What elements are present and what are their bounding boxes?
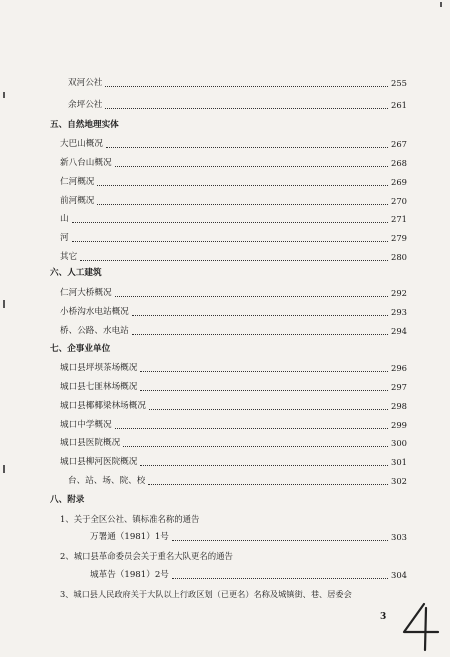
toc-entry: 城口县医院概况 300 <box>60 438 407 448</box>
appendix-item-3: 3、城口县人民政府关于大队以上行政区划（已更名）名称及城镇街、巷、居委会 <box>60 589 352 599</box>
handwritten-number <box>398 600 442 652</box>
section-heading: 七、企事业单位 <box>50 344 111 354</box>
svg-text:4: 4 <box>398 600 399 601</box>
toc-entry: 余坪公社 261 <box>68 100 407 110</box>
toc-entry: 大巴山概况 267 <box>60 139 407 149</box>
toc-entry: 河 279 <box>60 233 407 243</box>
section-heading: 八、附录 <box>50 495 85 505</box>
toc-entry: 台、站、场、院、校 302 <box>68 476 407 486</box>
toc-entry: 城口县椰椰梁林场概况 298 <box>60 401 407 411</box>
toc-entry: 城口中学概况 299 <box>60 420 407 430</box>
toc-entry: 仁河大桥概况 292 <box>60 288 407 298</box>
section-heading: 六、人工建筑 <box>50 268 102 278</box>
toc-entry: 仁河概况 269 <box>60 177 407 187</box>
toc-entry: 小桥沟水电站概况 293 <box>60 307 407 317</box>
scan-edge-mark <box>3 465 5 473</box>
appendix-item-1: 1、关于全区公社、镇标准名称的通告 <box>60 514 200 524</box>
toc-entry: 城口县坪坝茶场概况 296 <box>60 363 407 373</box>
toc-entry: 前河概况 270 <box>60 196 407 206</box>
toc-entry: 桥、公路、水电站 294 <box>60 326 407 336</box>
toc-entry: 其它 280 <box>60 252 407 262</box>
toc-entry: 新八台山概况 268 <box>60 158 407 168</box>
scan-edge-mark <box>440 2 442 7</box>
page-number: 3 <box>380 612 387 622</box>
scan-edge-mark <box>3 300 5 308</box>
section-heading: 五、自然地理实体 <box>50 120 119 130</box>
appendix-item-2: 2、城口县革命委员会关于重名大队更名的通告 <box>60 551 233 561</box>
toc-entry: 城口县柳河医院概况 301 <box>60 457 407 467</box>
appendix-item-1-ref: 万署通（1981）1号 303 <box>90 532 407 542</box>
scan-edge-mark <box>3 92 5 98</box>
toc-entry: 城口县七匪林场概况 297 <box>60 382 407 392</box>
appendix-item-2-ref: 城革告（1981）2号 304 <box>90 570 407 580</box>
toc-entry: 双河公社 255 <box>68 78 407 88</box>
toc-entry: 山 271 <box>60 214 407 224</box>
